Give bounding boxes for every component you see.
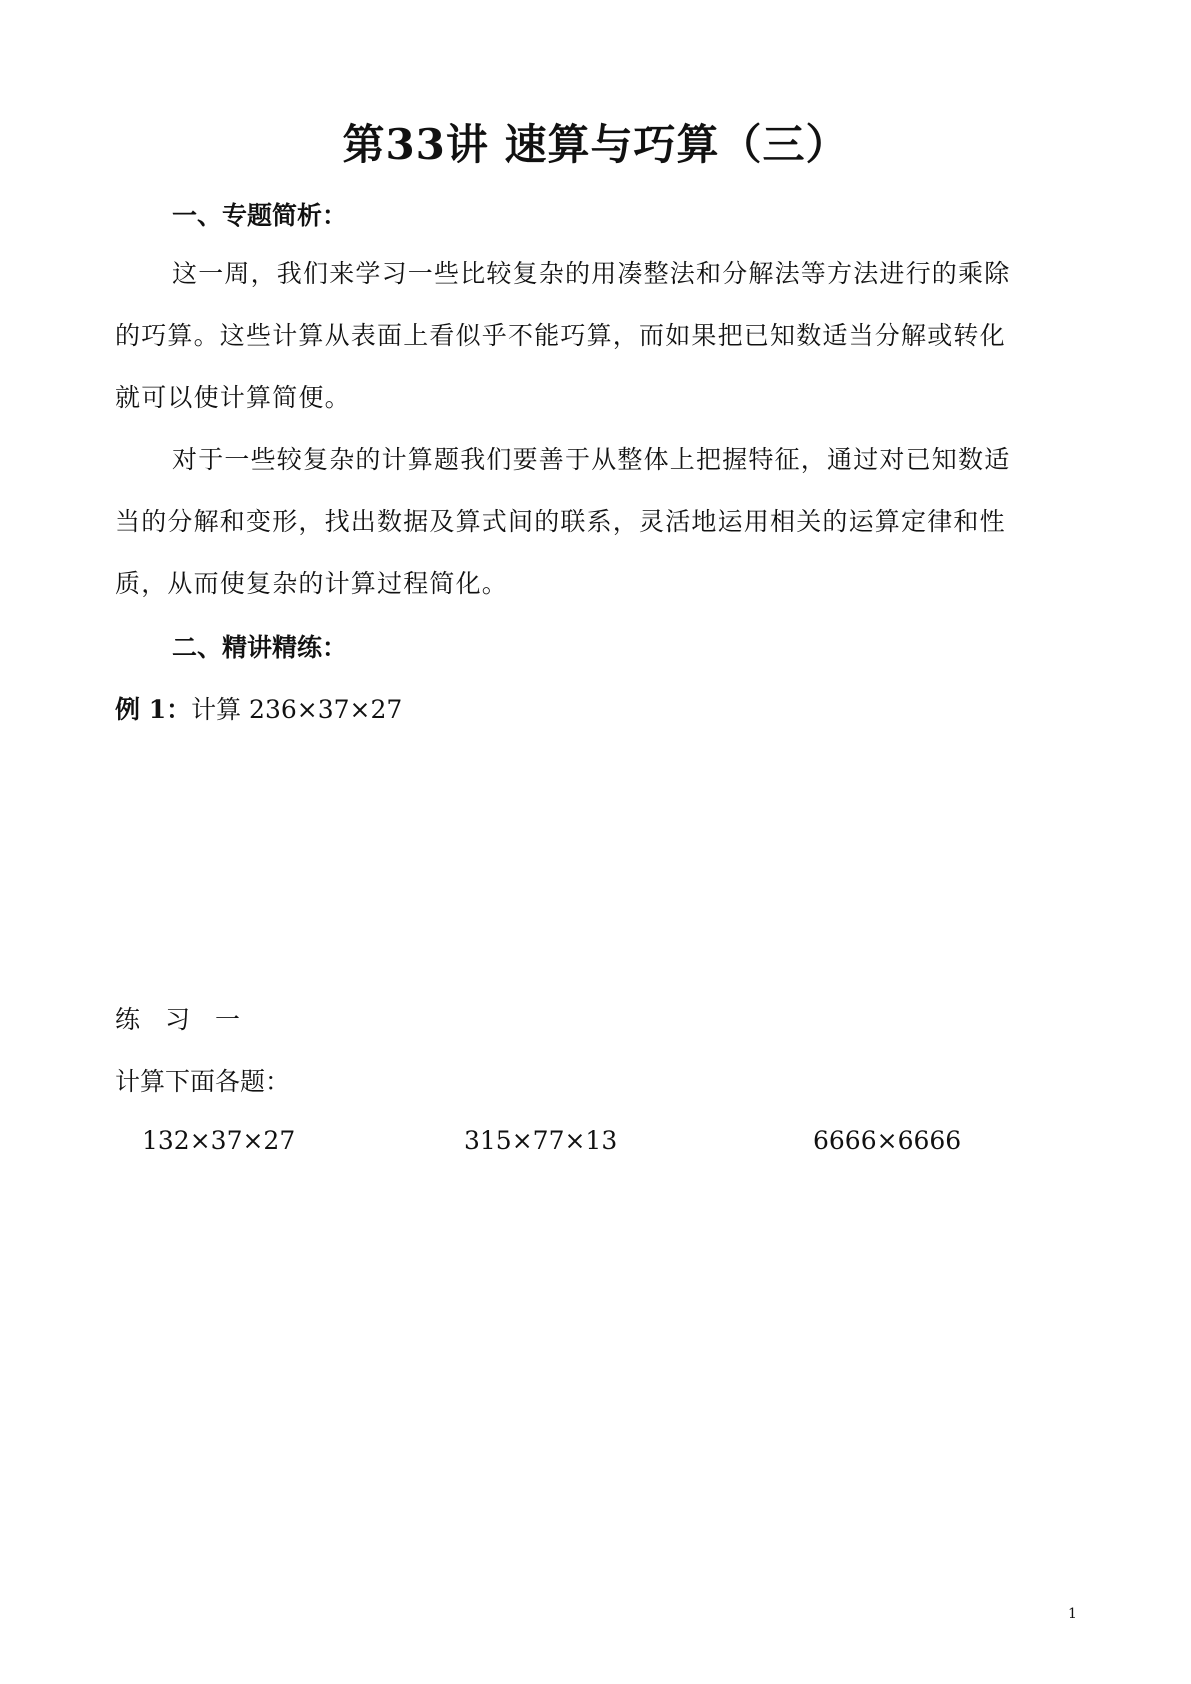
page-title: 第33讲 速算与巧算（三） [342, 120, 849, 169]
paragraph-line: 质，从而使复杂的计算过程简化。 [115, 569, 509, 598]
exercise-problem: 132×37×27 [142, 1126, 296, 1155]
example-label: 例 1： [115, 695, 192, 724]
example-1 [115, 690, 402, 726]
exercise-problem: 6666×6666 [813, 1126, 962, 1155]
page-number: 1 [1068, 1606, 1077, 1622]
example-text: 计算 236×37×27 [191, 695, 403, 724]
exercise-problem: 315×77×13 [464, 1126, 618, 1155]
section-heading-analysis: 一、专题简析： [172, 201, 348, 230]
exercise-heading: 练 习 一 [115, 1005, 241, 1034]
exercise-instruction: 计算下面各题： [115, 1067, 291, 1096]
paragraph-line: 就可以使计算简便。 [115, 383, 351, 412]
section-heading-practice: 二、精讲精练： [172, 633, 348, 662]
paragraph-line: 当的分解和变形，找出数据及算式间的联系，灵活地运用相关的运算定律和性 [115, 507, 1006, 536]
paragraph-line: 这一周，我们来学习一些比较复杂的用凑整法和分解法等方法进行的乘除 [172, 259, 1011, 288]
paragraph-line: 的巧算。这些计算从表面上看似乎不能巧算，而如果把已知数适当分解或转化 [115, 321, 1006, 350]
paragraph-line: 对于一些较复杂的计算题我们要善于从整体上把握特征，通过对已知数适 [172, 445, 1011, 474]
